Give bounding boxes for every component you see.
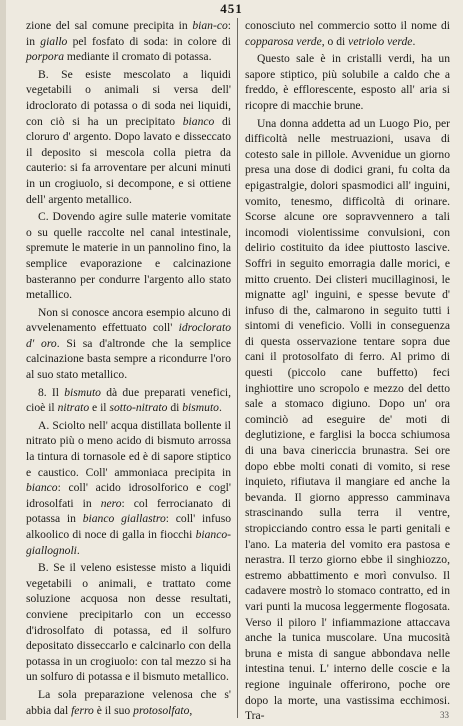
left-column-paragraph xyxy=(26,67,231,207)
text-run: è il suo xyxy=(93,703,134,717)
text-run: . Si sa d'altronde che la semplice calcinazione basta sempre a ricondurre l'oro al suo stato metallico. xyxy=(26,336,231,382)
text-run: mediante il cromato di potassa. xyxy=(64,50,212,64)
text-run: : coll' acido idrosolforico e cogl' idrosolfati in xyxy=(26,481,231,510)
italic-term: bismuto xyxy=(64,385,101,399)
right-column-paragraph xyxy=(245,116,450,724)
italic-term: sotto-nitrato xyxy=(109,401,168,415)
left-column-paragraph xyxy=(26,209,231,303)
text-run: zione del sal comune precipita in xyxy=(26,19,193,32)
text-run: . xyxy=(412,34,416,48)
left-column-paragraph xyxy=(26,305,231,383)
left-column-paragraph xyxy=(26,560,231,685)
left-column-paragraph xyxy=(26,385,231,416)
text-run: , xyxy=(189,703,193,717)
text-run: : col ferrocianato di potassa in xyxy=(26,496,231,526)
text-run: dà due preparati venefici, cioè il xyxy=(26,385,231,415)
text-run: Non si conosce ancora esempio alcuno di avvelenamento effettuato coll' xyxy=(26,305,231,335)
italic-term: protosolfato xyxy=(133,703,190,717)
left-column-paragraph xyxy=(26,418,231,558)
italic-term: bian-co xyxy=(192,19,228,32)
text-run: pel fosfato di soda: in colore di xyxy=(67,34,231,48)
text-run: : in xyxy=(26,19,231,48)
left-column xyxy=(26,18,231,720)
text-run: . xyxy=(76,543,80,557)
text-run: Questo sale è in cristalli verdi, ha un sapore stiptico, più solubile a caldo che a freddo, è efflorescente, esposto all' aria si ricopre di macchie brune. xyxy=(245,52,450,112)
text-run: di xyxy=(167,401,183,415)
text-run: La sola preparazione velenosa che s' abbia dal xyxy=(26,687,231,717)
italic-term: nitrato xyxy=(57,401,90,415)
text-run: di cloruro d' argento. Dopo lavato e disseccato il deposito si mescola colla pietra da cauterio: si fa arroventare per alcuni minuti in un crogiuolo, si decompone, e si ottiene dell' argento metallico. xyxy=(26,114,231,206)
column-divider xyxy=(237,18,238,718)
text-run: , o di xyxy=(321,34,349,48)
italic-term: ferro xyxy=(71,703,94,717)
corner-mark: 33 xyxy=(440,710,449,720)
left-column-paragraph xyxy=(26,687,231,718)
italic-term: porpora xyxy=(26,50,65,64)
right-column-paragraph xyxy=(245,18,450,49)
text-run: A. Sciolto nell' acqua distillata bollente il nitrato più o meno acido di bismuto arrossa la tintura di tornasole ed è di sapore stiptico e caustico. Coll' ammoniaca precipita in xyxy=(26,418,231,479)
text-run: : coll' infuso alkoolico di noce di galla in fiocchi xyxy=(26,512,232,541)
text-run: B. Se il veleno esistesse misto a liquidi vegetabili o animali, e trattato come soluzione acquosa non desse resultati, conviene precipitarlo con un eccesso d'idrosolfato di potassa, ed il solfuro depositato disseccarlo e calcinarlo con della potassa in un crogiuolo: con tal mezzo si ha un solfuro di potassa e il bismuto metallico. xyxy=(26,561,231,684)
italic-term: bianco-giallognoli xyxy=(26,528,231,557)
italic-term: idroclorato d' oro xyxy=(26,321,231,350)
text-run: conosciuto nel commercio sotto il nome di xyxy=(245,19,450,32)
page-edge-shadow xyxy=(0,0,6,720)
left-column-paragraph xyxy=(26,18,231,65)
text-run: C. Dovendo agire sulle materie vomitate o su quelle raccolte nel canal intestinale, spremute le materie in un pannolino fino, la semplice evaporazione e calcinazione basteranno per condurre l'argento allo stato metallico. xyxy=(26,210,231,302)
text-run: . xyxy=(218,401,222,415)
italic-term: copparosa verde xyxy=(245,34,322,48)
italic-term: vetriolo verde xyxy=(348,34,413,48)
italic-term: giallo xyxy=(40,34,68,48)
italic-term: bianco xyxy=(182,114,215,128)
text-run: 8. Il xyxy=(38,385,65,399)
text-run: e il xyxy=(89,401,110,415)
page-number: 451 xyxy=(220,1,243,16)
right-column-paragraph xyxy=(245,51,450,113)
text-run: B. Se esiste mescolato a liquidi vegetabili o animali si versa dell' idroclorato di potassa o di soda nei liquidi, con ciò si ha un precipitato xyxy=(26,67,231,128)
italic-term: bismuto xyxy=(182,401,219,415)
italic-term: bianco xyxy=(26,481,58,495)
text-run: Una donna addetta ad un Luogo Pio, per difficoltà nelle mestruazioni, usava di cotesto sale in pillole. Avvenidue un giorno presa una dose di dodici grani, fu colta da epigastralgie, dolori spasmodici all' inguini, vomito, tenesmo, difficoltà di orinare. Scorse alcune ore sopravvennero a tali incomodi violentissime convulsioni, con delirio costituito da idee piuttosto lascive. Soffri in seguito emorragia dalle morici, e mitto cruento. Dei clisteri mucillaginosi, le mignatte agl' inguini, e spesse bevute d' infuso di the, calmarono in seguito tutti i sintomi di veneficio. Volli in conseguenza di questa osservazione tentare sopra due cani il protosolfato di ferro. Al primo di questi (piccolo cane buffetto) feci inghiottire uno scropolo e mezzo del detto sale a stomaco digiuno. Dopo un' ora cominciò ad eseguire de' moti di deglutizione, e farglisi la bocca schiumosa di una bava cinericcia brunastra. Sei ore dopo ebbe molti conati di vomito, si rese inquieto, rifiutava il mangiare ed anche la bevanda. Il giorno appresso camminava strascinando sulla terra il ventre, stropicciando contro essa le parti genitali e l'ano. La materia del vomito era pastosa e nerastra. Il terzo giorno ebbe il singhiozzo, estremo abbattimento e morì convulso. Il cadavere mostrò lo stomaco contratto, ed in vari punti la mucosa leggermente flogosata. Verso il piloro l' infiammazione attaccava anche la tunica muscolare. Una mucosità bruna e mista di sangue abbondava nelle intestina tenui. L' interno delle coscie e la regione inguinale offerirono, poche ore dopo la morte, una vastissima ecchimosi. Tra- xyxy=(245,116,450,723)
italic-term: nero xyxy=(100,496,122,510)
right-column xyxy=(245,18,450,726)
italic-term: bianco giallastro xyxy=(82,512,166,526)
